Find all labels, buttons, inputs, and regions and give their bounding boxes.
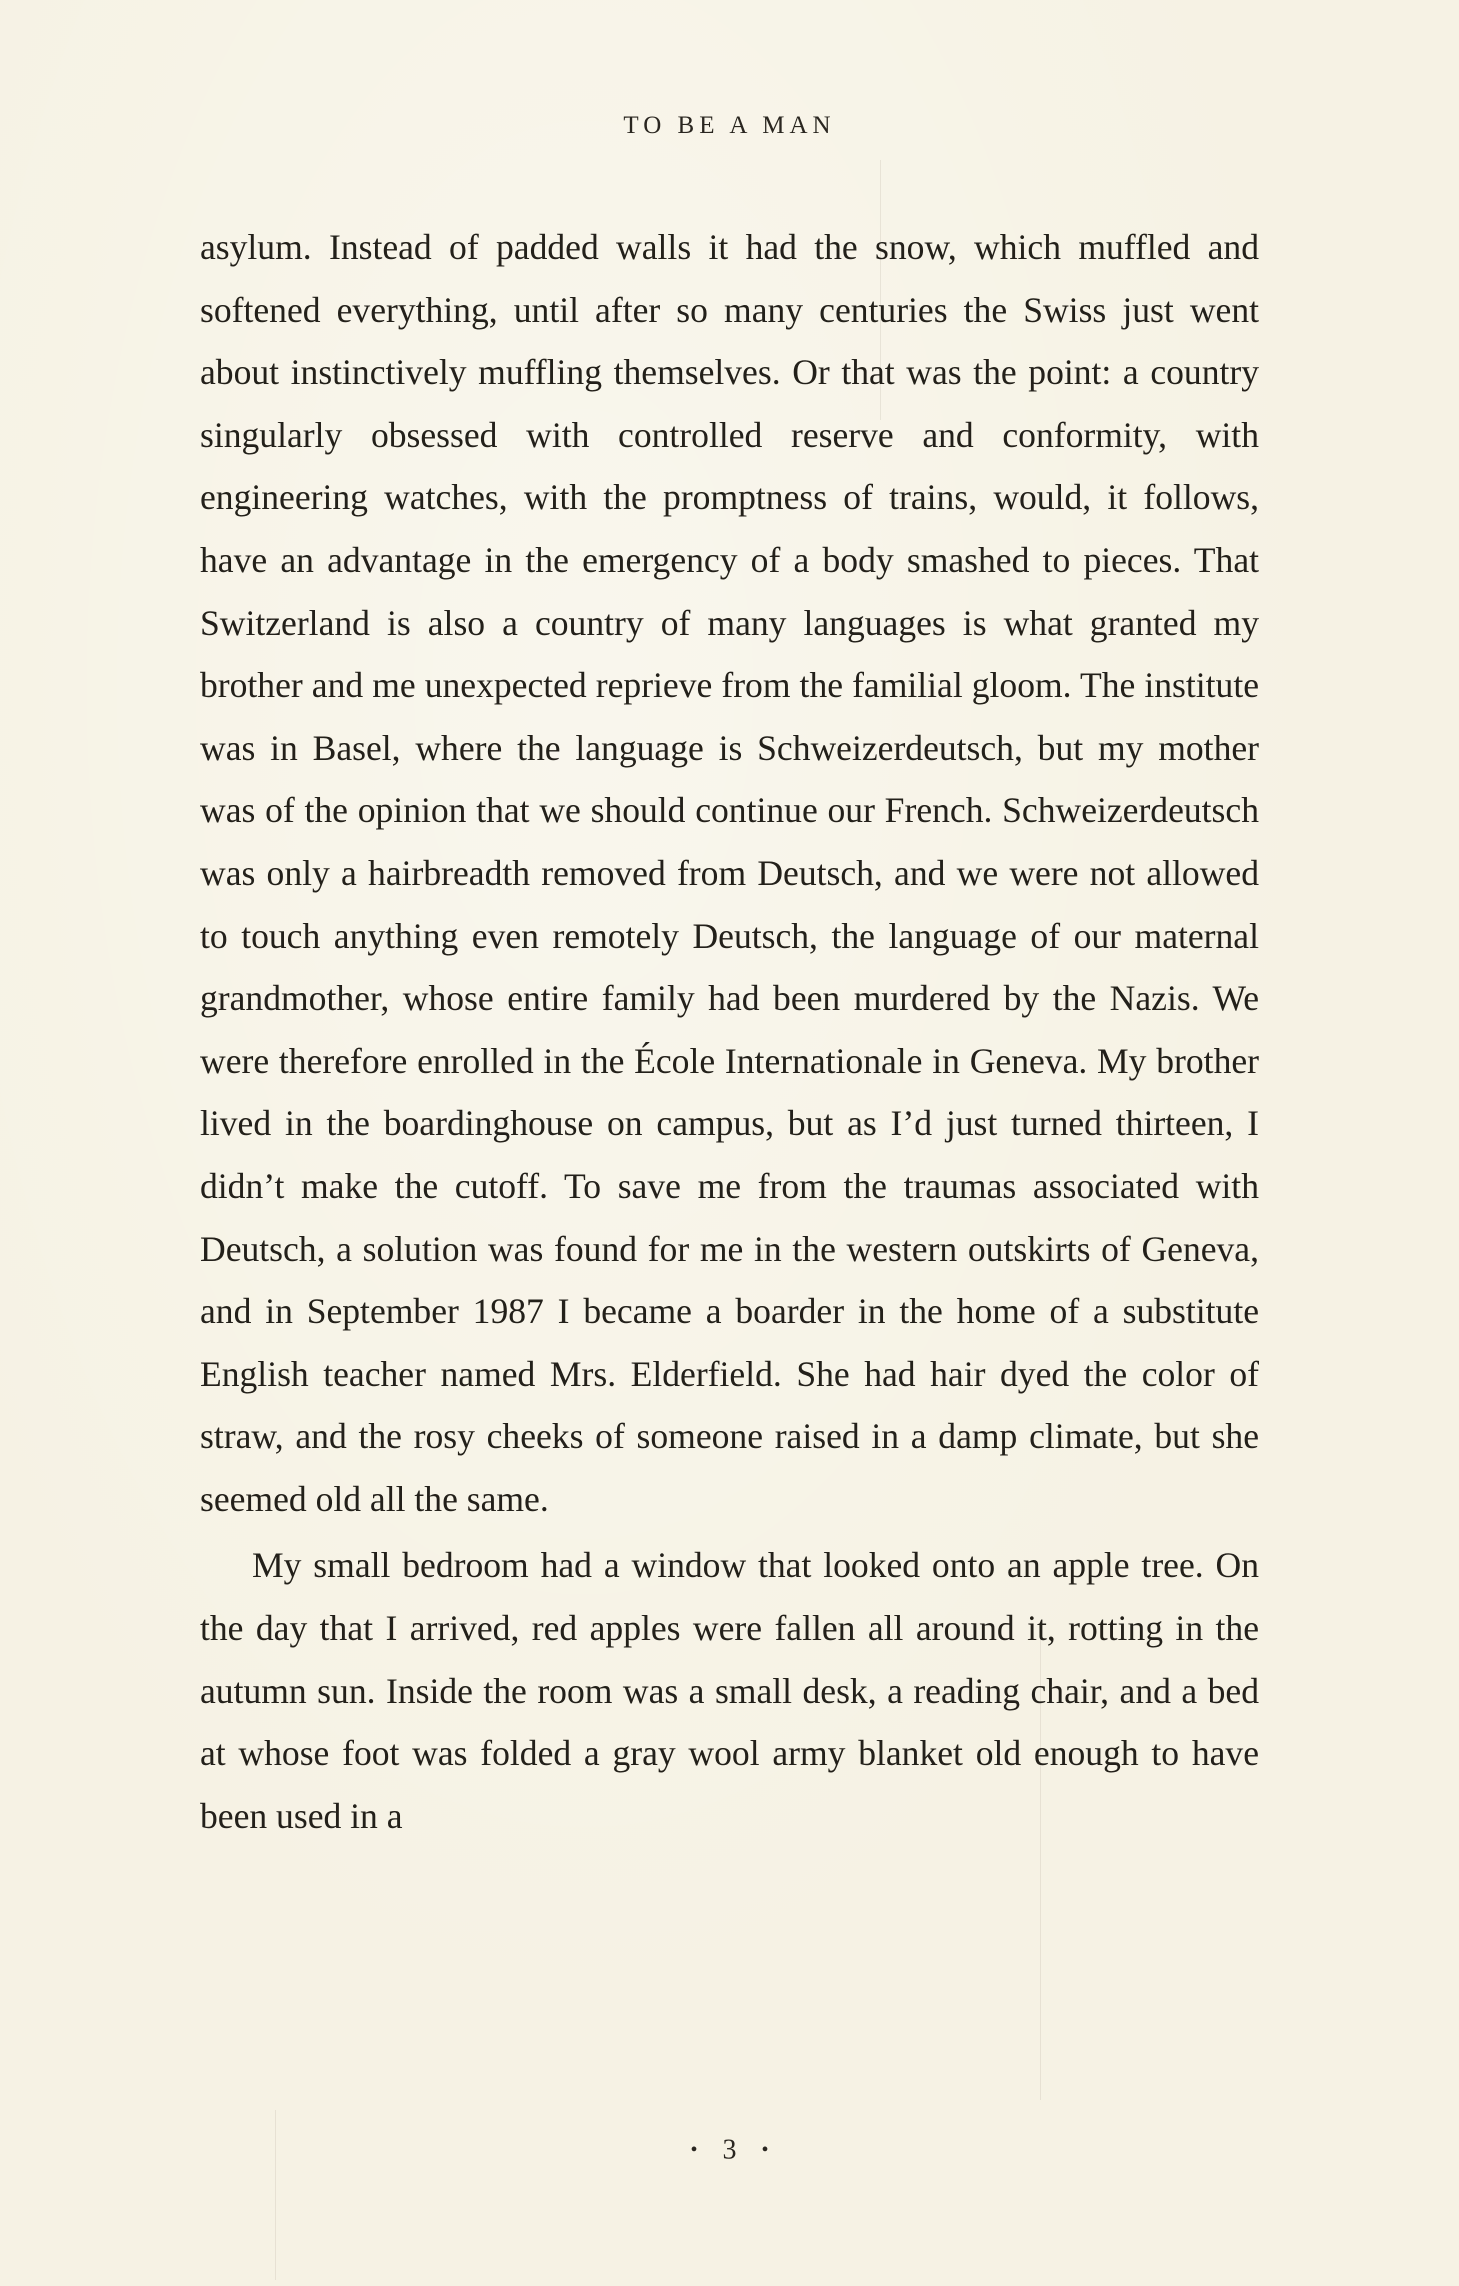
page-number: 3 [722, 2134, 737, 2166]
paragraph-2: My small bedroom had a window that looked onto an apple tree. On the day that I arrived, red apples were fallen all around it, rotting in the autumn sun. Inside the room was a small desk, a reading chair, and a bed at whose foot was folded a gray wool army blanket old enough to have been used in a [200, 1545, 1259, 1836]
folio-ornament-left: • [690, 2139, 698, 2162]
page-folio [0, 2133, 1459, 2167]
body-text [200, 216, 1259, 1847]
paragraph-1: asylum. Instead of padded walls it had the snow, which muffled and softened everything, until after so many centuries the Swiss just went about instinctively muffling themselves. Or that was the point: a country singularly obsessed with controlled reserve and conformity, with engineering watches, with the promptness of trains, would, it follows, have an advantage in the emergency of a body smashed to pieces. That Switzerland is also a country of many languages is what granted my brother and me unexpected reprieve from the familial gloom. The institute was in Basel, where the language is Schweizerdeutsch, but my mother was of the opinion that we should continue our French. Schweizerdeutsch was only a hairbreadth removed from Deutsch, and we were not allowed to touch anything even remotely Deutsch, the language of our maternal grandmother, whose entire family had been murdered by the Nazis. We were therefore enrolled in the École Internationale in Geneva. My brother lived in the boardinghouse on campus, but as I’d just turned thirteen, I didn’t make the cutoff. To save me from the traumas associated with Deutsch, a solution was found for me in the western outskirts of Geneva, and in September 1987 I became a boarder in the home of a substitute English teacher named Mrs. Elderfield. She had hair dyed the color of straw, and the rosy cheeks of someone raised in a damp climate, but she seemed old all the same. [200, 227, 1259, 1519]
folio-ornament-right: • [761, 2139, 769, 2162]
running-head: TO BE A MAN [623, 112, 836, 139]
